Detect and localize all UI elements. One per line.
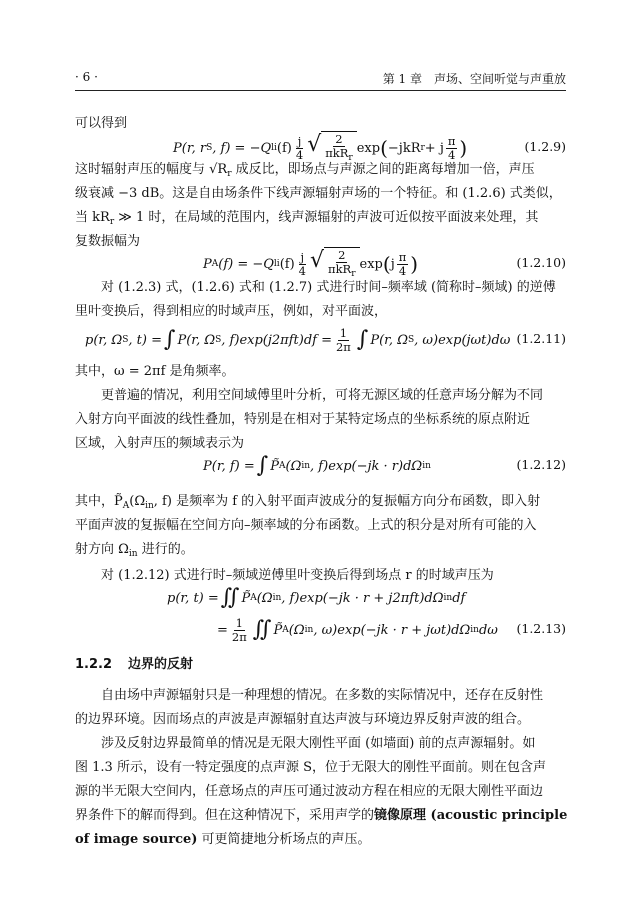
para1-line1: 这时辐射声压的幅度与 $√R_r$ 成反比，即场点与声源之间的距离每增加一倍，声压: [75, 162, 535, 179]
para1-line2: 级衰减 −3 dB。这是自由场条件下线声源辐射声场的一个特征。和 (1.2.6) 式类似，: [75, 186, 562, 201]
section-title: 边界的反射: [128, 657, 194, 672]
chapter-title: 第 1 章 声场、空间听觉与声重放: [382, 72, 566, 86]
intro-text: 可以得到: [75, 116, 128, 131]
page-number: · 6 ·: [75, 70, 98, 84]
para4-line3: 区域，入射声压的频域表示为: [75, 436, 245, 451]
equation-row-2: = $\frac{1}{2\pi}$ ∬ P̃ A (Ω in , ω)exp(−jk · r + jωt)dΩ in dω: [217, 615, 498, 644]
equation-body: P A (f) = −Q li (f) $\frac{j}{4}$ √ $\frac{2}{\pi kR_r}$ exp ( j $\frac{\pi}{4}$ ): [203, 248, 419, 279]
equation-row-1: p(r, t) = ∬ P̃ A (Ω in , f)exp(−jk · r + j2πft)dΩ in df: [167, 585, 466, 610]
para7-line1: 自由场中声源辐射只是一种理想的情况。在多数的实际情况中，还存在反射性: [101, 688, 544, 703]
equation-number: (1.2.11): [516, 331, 566, 346]
equation-number: (1.2.13): [516, 621, 566, 636]
equation-1-2-13: [75, 578, 566, 648]
bold-term: 镜像原理 (acoustic principle: [374, 808, 568, 823]
section-heading: [75, 653, 193, 672]
equation-body: p(r, Ω S , t) = ∫ P(r, Ω S , f)exp(j2πft)df = $\frac{1}{2\pi}$ ∫ P(r, Ω S , ω)exp(jωt)dω: [85, 325, 511, 354]
bold-term: of image source): [75, 832, 198, 847]
para2-line2: 里叶变换后，得到相应的时域声压，例如，对平面波，: [75, 304, 388, 319]
para4-line2: 入射方向平面波的线性叠加，特别是在相对于某特定场点的坐标系统的原点附近: [75, 412, 531, 427]
para3: 其中，ω = 2πf 是角频率。: [75, 364, 235, 379]
equation-1-2-11: [75, 320, 566, 360]
equation-body: P(r, r S , f) = −Q li (f) $\frac{j}{4}$ √ $\frac{2}{\pi kR_r}$ exp ( −jkR r + j $\frac{\pi}{4}$ ): [173, 132, 468, 163]
para4-line1: 更普遍的情况，利用空间域傅里叶分析，可将无源区域的任意声场分解为不同: [101, 388, 544, 403]
section-number: 1.2.2: [75, 657, 113, 672]
equation-number: (1.2.9): [524, 139, 566, 154]
para8-line3: 源的半无限大空间内，任意场点的声压可通过波动方程在相应的无限大刚性平面边: [75, 784, 544, 799]
para5-line1: 其中，$P̃_A(\Omega_{in}$, f) 是频率为 f 的入射平面声波成分的复振幅方向分布函数，即入射: [75, 494, 541, 511]
para8-line4: 界条件下的解而得到。但在这种情况下，采用声学的镜像原理 (acoustic principle: [75, 808, 568, 823]
para5-line2: 平面声波的复振幅在空间方向–频率域的分布函数。上式的积分是对所有可能的入: [75, 518, 537, 533]
para8-line2: 图 1.3 所示，设有一特定强度的点声源 S，位于无限大的刚性平面前。则在包含声: [75, 760, 546, 775]
para7-line2: 的边界环境。因而场点的声波是声源辐射直达声波与环境边界反射声波的组合。: [75, 712, 531, 727]
para8-line1: 涉及反射边界最简单的情况是无限大刚性平面 (如墙面) 前的点声源辐射。如: [101, 736, 536, 751]
para8-line5: of image source) 可更简捷地分析场点的声压。: [75, 832, 371, 847]
para1-line4: 复数振幅为: [75, 234, 141, 249]
equation-body: P(r, f) = ∫ P̃ A (Ω in , f)exp(−jk · r)dΩ in: [203, 453, 431, 478]
para5-line3: 射方向 $\Omega_{in}$ 进行的。: [75, 542, 194, 559]
para6: 对 (1.2.12) 式进行时–频域逆傅里叶变换后得到场点 r 的时域声压为: [101, 568, 494, 583]
equation-number: (1.2.12): [516, 457, 566, 472]
running-header: [75, 70, 566, 88]
header-rule: [75, 90, 566, 91]
equation-number: (1.2.10): [516, 255, 566, 270]
equation-1-2-12: [75, 446, 566, 486]
para1-line3: 当 $kR_r$ ≫ 1 时，在局域的范围内，线声源辐射的声波可近似按平面波来处理，其: [75, 210, 539, 227]
para2-line1: 对 (1.2.3) 式，(1.2.6) 式和 (1.2.7) 式进行时间–频率域 (简称时–频域) 的逆傅: [101, 280, 556, 295]
